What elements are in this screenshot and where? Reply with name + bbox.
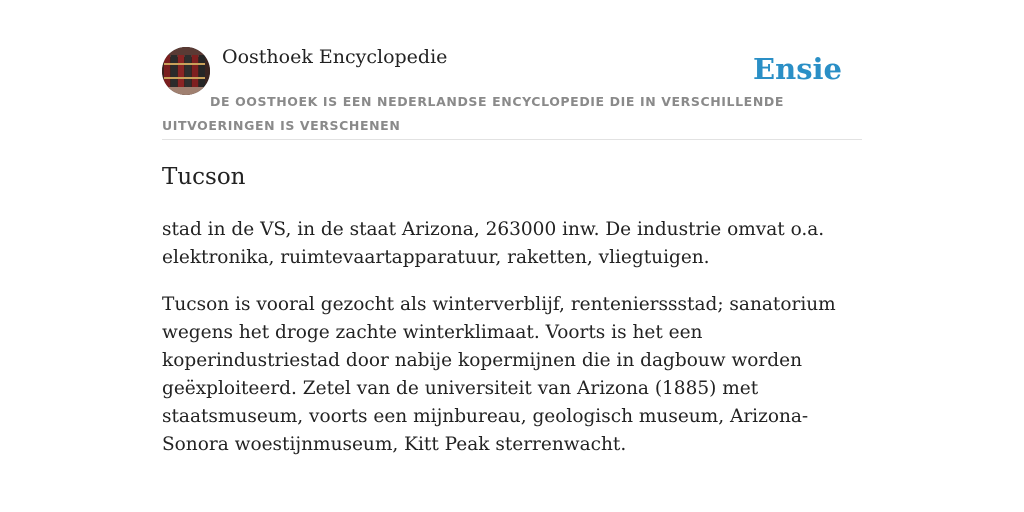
source-description: DE OOSTHOEK IS EEN NEDERLANDSE ENCYCLOPEDIE DIE IN VERSCHILLENDE UITVOERINGEN IS VERSCHENEN <box>162 94 784 133</box>
source-title[interactable]: Oosthoek Encyclopedie <box>222 46 448 68</box>
article-body <box>162 216 862 478</box>
ensie-logo[interactable]: Ensie <box>753 52 842 86</box>
article-title: Tucson <box>162 164 246 190</box>
encyclopedia-books-image <box>162 47 210 95</box>
article-paragraph: Tucson is vooral gezocht als winterverblijf, rentenierssstad; sanatorium wegens het droge zachte winterklimaat. Voorts is het een koperindustriestad door nabije kopermijnen die in dagbouw worden geëxploiteerd. Zetel van de universiteit van Arizona (1885) met staatsmuseum, voorts een mijnbureau, geologisch museum, Arizona-Sonora woestijnmuseum, Kitt Peak sterrenwacht. <box>162 294 836 455</box>
article-paragraph: stad in de VS, in de staat Arizona, 263000 inw. De industrie omvat o.a. elektronika, ruimtevaartapparatuur, raketten, vliegtuigen. <box>162 219 825 268</box>
source-avatar[interactable] <box>162 47 210 95</box>
header-divider <box>162 139 862 140</box>
